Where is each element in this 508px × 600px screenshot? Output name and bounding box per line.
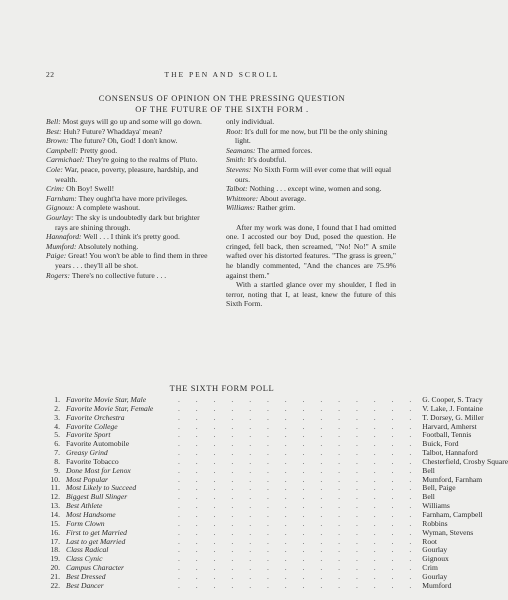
poll-number: 13. (50, 501, 60, 511)
poll-category: Greasy Grind (66, 448, 108, 458)
consensus-right-column (226, 117, 396, 309)
opinion-entry (226, 146, 396, 156)
poll-number: 11. (50, 483, 60, 493)
opinion-speaker: Mumford: (46, 241, 77, 251)
poll-number: 17. (50, 536, 60, 546)
opinion-speaker: Cole: (46, 164, 63, 174)
opinion-entry (46, 242, 214, 252)
poll-category: First to get Married (66, 527, 127, 537)
poll-winner: Talbot, Hannaford (422, 448, 478, 458)
poll-leader-dots: . . . . . . . . . . . . . . (178, 465, 419, 475)
poll-leader-dots: . . . . . . . . . . . . . . (178, 430, 419, 440)
opinion-speaker: Smith: (226, 155, 246, 165)
opinion-entry (46, 251, 214, 270)
poll-leader-dots: . . . . . . . . . . . . . . (178, 448, 419, 458)
opinion-text: There's no collective future . . . (71, 270, 167, 280)
poll-category: Form Clown (66, 518, 105, 528)
opinion-text: It's doubtful. (247, 155, 287, 165)
poll-leader-dots: . . . . . . . . . . . . . . (178, 492, 419, 502)
opinion-speaker: Bell: (46, 117, 61, 126)
poll-number: 21. (50, 571, 60, 581)
poll-category: Favorite Orchestra (66, 412, 125, 422)
opinion-speaker: Stevens: (226, 164, 252, 174)
poll-leader-dots: . . . . . . . . . . . . . . (178, 439, 419, 449)
opinion-entry (226, 165, 396, 184)
opinion-text: The sky is undoubtedly dark but brighter rays are shining through. (55, 212, 200, 232)
opinion-text: About average. (259, 193, 307, 203)
opinion-text: Great! You won't be able to find them in three years . . . they'll all be shot. (55, 251, 208, 270)
poll-list (46, 395, 508, 591)
poll-number: 19. (50, 554, 60, 564)
poll-category: Best Dressed (66, 571, 106, 581)
poll-winner: Football, Tennis (422, 430, 472, 440)
opinion-text: The future? Oh, God! I don't know. (70, 136, 178, 146)
opinion-speaker: Gourlay: (46, 212, 74, 222)
opinion-speaker: Brown: (46, 136, 69, 146)
closing-paragraph-2: With a startled glance over my shoulder, I fled in terror, noting that I, at least, knew the future of this Sixth Form. (226, 280, 396, 309)
poll-leader-dots: . . . . . . . . . . . . . . (178, 536, 419, 546)
opinion-text: Well . . . I think it's pretty good. (83, 232, 180, 242)
poll-winner: Bell (422, 492, 435, 502)
consensus-title-line-1: CONSENSUS OF OPINION ON THE PRESSING QUESTION (98, 93, 346, 103)
opinion-entry (46, 136, 214, 146)
opinion-text: Oh Boy! Swell! (66, 184, 115, 194)
poll-leader-dots: . . . . . . . . . . . . . . (178, 527, 419, 537)
opinion-speaker: Seamans: (226, 145, 256, 155)
page-number: 22 (46, 70, 55, 79)
opinion-text: The armed forces. (257, 145, 313, 155)
poll-winner: Gignoux (422, 554, 449, 564)
poll-category: Favorite Sport (66, 430, 111, 440)
opinion-entry (226, 203, 396, 213)
poll-category: Most Handsome (66, 509, 116, 519)
opinion-speaker: Rogers: (46, 270, 71, 280)
poll-winner: Crim (422, 563, 438, 573)
poll-number: 9. (54, 465, 60, 475)
poll-winner: Farnham, Campbell (422, 509, 483, 519)
opinion-speaker: Talbot: (226, 184, 248, 194)
poll-winner: G. Cooper, S. Tracy (422, 395, 483, 404)
poll-category: Favorite Movie Star, Female (66, 403, 154, 413)
opinion-entry (46, 165, 214, 184)
opinion-entry (226, 127, 396, 146)
poll-winner: Mumford, Farnham (422, 474, 483, 484)
poll-category: Campus Character (66, 563, 125, 573)
poll-leader-dots: . . . . . . . . . . . . . . (178, 554, 419, 564)
poll-leader-dots: . . . . . . . . . . . . . . (178, 563, 419, 573)
poll-leader-dots: . . . . . . . . . . . . . . (178, 501, 419, 511)
consensus-title (0, 93, 444, 115)
poll-winner: Robbins (422, 518, 448, 528)
poll-number: 10. (50, 474, 60, 484)
poll-leader-dots: . . . . . . . . . . . . . . (178, 395, 419, 404)
poll-number: 4. (54, 421, 60, 431)
poll-category: Favorite Movie Star, Male (66, 395, 147, 404)
poll-leader-dots: . . . . . . . . . . . . . . (178, 474, 419, 484)
consensus-right-entries (226, 117, 396, 213)
closing-paragraph-1: After my work was done, I found that I had omitted one. I accosted our boy Dud, posed the question. He cringed, fell back, then screamed, "No! No!" A smile wafted over his distorted features. "The grass is green," he blandly commented, "And the chances are 75.9% against them." (226, 222, 396, 280)
poll-category: Favorite College (66, 421, 118, 431)
opinion-speaker: Whitmore: (226, 193, 259, 203)
poll-leader-dots: . . . . . . . . . . . . . . (178, 580, 419, 590)
poll-category: Most Likely to Succeed (66, 483, 137, 493)
poll-number: 6. (54, 439, 60, 449)
poll-category: Class Cynic (66, 554, 103, 564)
poll-category: Most Popular (66, 474, 108, 484)
poll-winner: Mumford (422, 580, 452, 590)
poll-winner: Wyman, Stevens (422, 527, 474, 537)
poll-number: 5. (54, 430, 60, 440)
consensus-title-line-2: OF THE FUTURE OF THE SIXTH FORM . (135, 104, 309, 114)
opinion-entry (226, 194, 396, 204)
poll-number: 16. (50, 527, 60, 537)
poll-winner: Buick, Ford (422, 439, 459, 449)
poll-category: Best Dancer (66, 580, 104, 590)
poll-title: THE SIXTH FORM POLL (169, 383, 275, 393)
opinion-entry (46, 155, 214, 165)
opinion-entry (46, 127, 214, 137)
poll-leader-dots: . . . . . . . . . . . . . . (178, 509, 419, 519)
opinion-speaker: Williams: (226, 203, 256, 213)
poll-winner: Gourlay (422, 545, 448, 555)
opinion-speaker: Paige: (46, 251, 67, 261)
poll-category: Biggest Bull Slinger (66, 492, 128, 502)
poll-number: 12. (50, 492, 60, 502)
poll-leader-dots: . . . . . . . . . . . . . . (178, 545, 419, 555)
opinion-entry (46, 271, 214, 281)
opinion-speaker: Root: (226, 126, 243, 136)
poll-winner: T. Dorsey, G. Miller (422, 412, 484, 422)
poll-number: 20. (50, 563, 60, 573)
opinion-entry (46, 194, 214, 204)
poll-winner: Harvard, Amherst (422, 421, 477, 431)
opinion-text: Huh? Future? Whaddaya' mean? (63, 126, 163, 136)
opinion-speaker: Best: (46, 126, 62, 136)
poll-winner: Williams (422, 501, 450, 511)
opinion-entry (46, 213, 214, 232)
poll-number: 3. (54, 412, 60, 422)
opinion-entry (46, 184, 214, 194)
poll-number: 8. (54, 456, 60, 466)
opinion-text: Pretty good. (79, 145, 118, 155)
poll-number: 22. (50, 580, 60, 590)
poll-number: 1. (54, 395, 60, 404)
opinion-text: They ought'ta have more privileges. (78, 193, 188, 203)
opinion-entry (46, 117, 214, 127)
poll-category: Best Athlete (66, 501, 103, 511)
opinion-entry (46, 232, 214, 242)
opinion-entry (46, 146, 214, 156)
opinion-speaker: Gignoux: (46, 203, 75, 213)
consensus-left-column (46, 117, 214, 280)
poll-category: Last to get Married (66, 536, 126, 546)
poll-winner: V. Lake, J. Fontaine (422, 403, 483, 413)
poll-number: 18. (50, 545, 60, 555)
poll-leader-dots: . . . . . . . . . . . . . . (178, 483, 419, 493)
poll-number: 2. (54, 403, 60, 413)
poll-category: Done Most for Lenox (66, 465, 131, 475)
opinion-entry (226, 184, 396, 194)
opinion-entry (46, 203, 214, 213)
poll-winner: Bell (422, 465, 435, 475)
poll-leader-dots: . . . . . . . . . . . . . . (178, 421, 419, 431)
opinion-text: only individual. (226, 117, 275, 126)
poll-category: Favorite Automobile (66, 439, 130, 449)
opinion-speaker: Crim: (46, 184, 65, 194)
opinion-speaker: Farnham: (46, 193, 77, 203)
poll-leader-dots: . . . . . . . . . . . . . . (178, 518, 419, 528)
poll-leader-dots: . . . . . . . . . . . . . . (178, 412, 419, 422)
opinion-entry (226, 117, 396, 127)
opinion-text: Absolutely nothing. (78, 241, 139, 251)
poll-winner: Gourlay (422, 571, 448, 581)
poll-number: 15. (50, 518, 60, 528)
poll-row (46, 580, 452, 591)
paragraph-gap (226, 213, 396, 223)
running-head: THE PEN AND SCROLL (164, 70, 280, 79)
poll-winner: Bell, Paige (422, 483, 456, 493)
opinion-text: Rather grim. (257, 203, 296, 213)
poll-leader-dots: . . . . . . . . . . . . . . (178, 571, 419, 581)
poll-number: 14. (50, 509, 60, 519)
opinion-text: Most guys will go up and some will go down. (62, 117, 202, 126)
opinion-text: A complete washout. (76, 203, 141, 213)
opinion-entry (226, 155, 396, 165)
opinion-text: War, peace, poverty, pleasure, hardship, and wealth. (55, 164, 199, 184)
poll-category: Class Radical (66, 545, 109, 555)
opinion-text: Nothing . . . except wine, women and song. (249, 184, 382, 194)
poll-number: 7. (54, 448, 60, 458)
poll-leader-dots: . . . . . . . . . . . . . . (178, 456, 419, 466)
poll-leader-dots: . . . . . . . . . . . . . . (178, 403, 419, 413)
poll-winner: Chesterfield, Crosby Square (422, 456, 508, 466)
opinion-speaker: Campbell: (46, 145, 79, 155)
opinion-speaker: Carmichael: (46, 155, 85, 165)
opinion-speaker: Hannaford: (46, 232, 82, 242)
opinion-text: It's dull for me now, but I'll be the only shining light. (235, 126, 388, 146)
opinion-text: No Sixth Form will ever come that will equal ours. (235, 164, 392, 184)
poll-category: Favorite Tobacco (66, 456, 119, 466)
opinion-text: They're going to the realms of Pluto. (86, 155, 198, 165)
poll-winner: Root (422, 536, 438, 546)
